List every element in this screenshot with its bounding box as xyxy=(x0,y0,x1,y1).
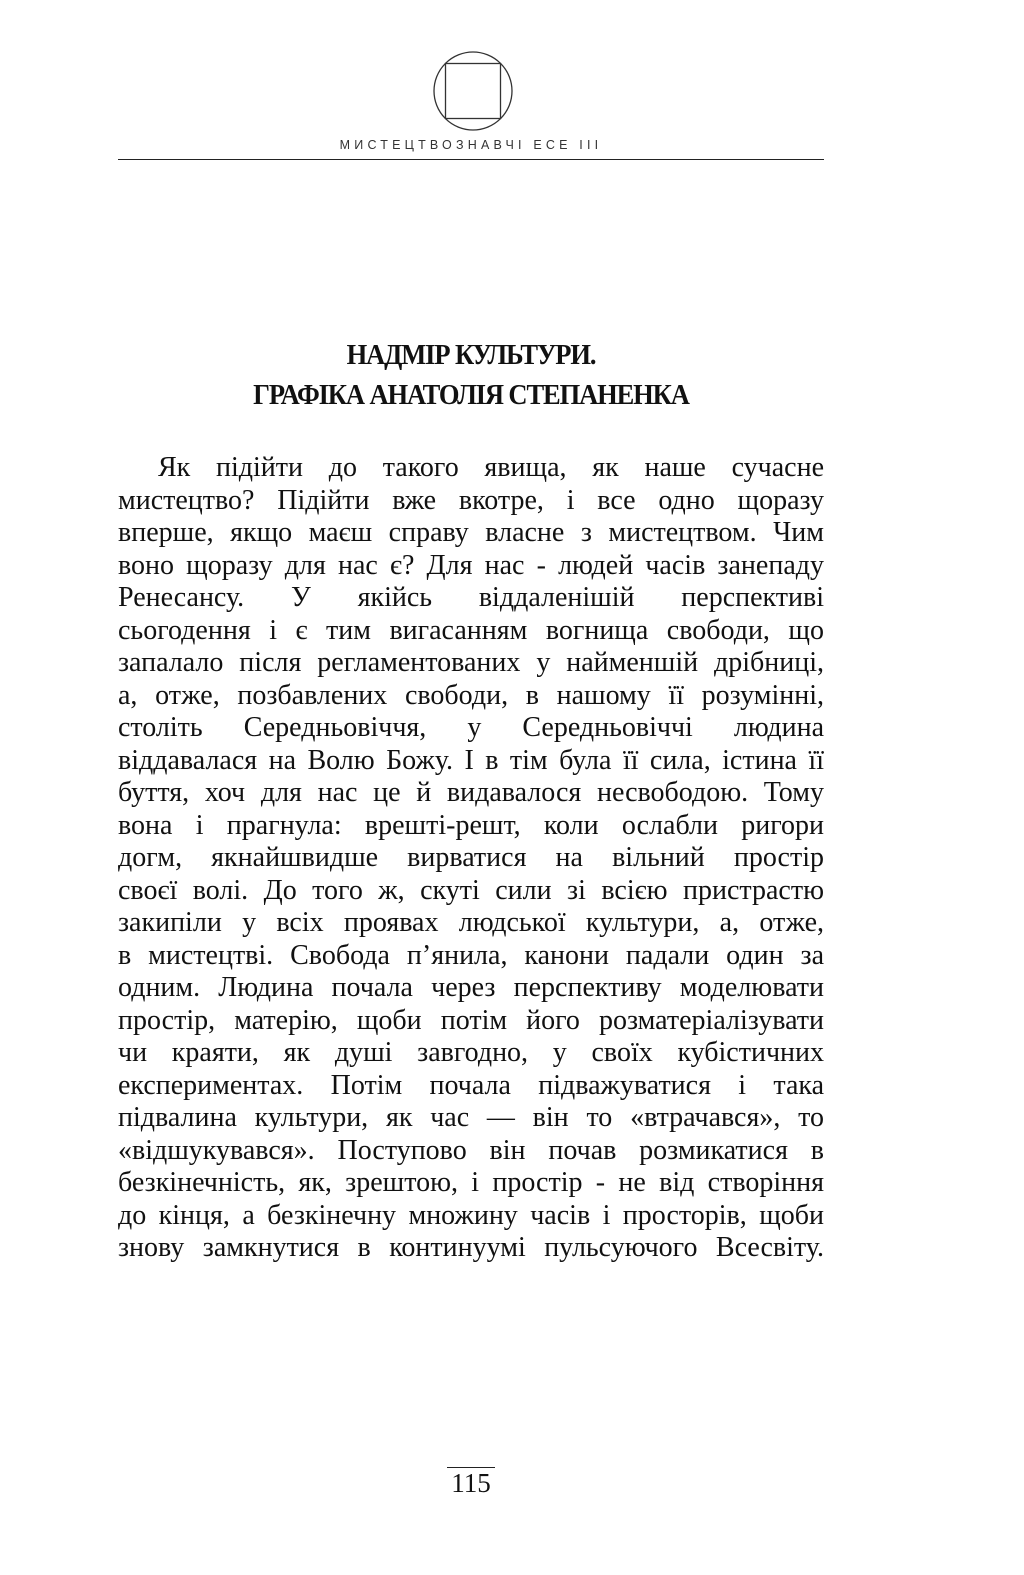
text-line: мистецтво? Підійти вже вкотре, і все одно щоразу xyxy=(118,484,824,516)
text-line: до кінця, а безкінечну множину часів і просторів, щоби xyxy=(118,1199,824,1231)
chapter-title-line-2: ГРАФІКА АНАТОЛІЯ СТЕПАНЕНКА xyxy=(253,380,689,411)
text-line: століть Середньовіччя, у Середньовіччі людина xyxy=(118,712,824,743)
text-line: знову замкнутися в континуумі пульсуючого Всесвіту. xyxy=(118,1232,824,1263)
text-line: Ренесансу. У якійсь віддаленішій перспективі xyxy=(118,582,824,613)
text-line: сьогодення і є тим вигасанням вогнища свободи, що xyxy=(118,614,824,646)
running-head: МИСТЕЦТВОЗНАВЧІ ЕСЕ ІІІ xyxy=(339,138,603,152)
header-divider xyxy=(118,159,824,160)
chapter-title xyxy=(143,336,800,416)
text-line: буття, хоч для нас це й видавалося несвободою. Тому xyxy=(118,777,824,808)
text-line: вперше, якщо маєш справу власне з мистецтвом. Чим xyxy=(118,517,824,548)
text-line: вона і прагнула: врешті-решт, коли ослабли ригори xyxy=(118,809,824,841)
text-line: експериментах. Потім почала підважуватися і така xyxy=(118,1069,824,1101)
text-line: воно щоразу для нас є? Для нас - людей часів занепаду xyxy=(118,549,824,581)
chapter-title-line-1: НАДМІР КУЛЬТУРИ. xyxy=(346,340,596,371)
text-line: безкінечність, як, зрештою, і простір - не від створіння xyxy=(118,1167,824,1198)
page-number xyxy=(118,1467,824,1499)
text-line: віддавалася на Волю Божу. І в тім була її сила, істина її xyxy=(118,744,824,776)
text-line: підвалина культури, як час — він то «втрачався», то xyxy=(118,1102,824,1133)
text-line: в мистецтві. Свобода п’янила, канони падали один за xyxy=(118,939,824,971)
body-paragraph xyxy=(118,452,824,1265)
text-line: а, отже, позбавлених свободи, в нашому її розумінні, xyxy=(118,679,824,711)
text-line: догм, якнайшвидше вирватися на вільний простір xyxy=(118,842,824,873)
text-line: своєї волі. До того ж, скуті сили зі всією пристрастю xyxy=(118,874,824,906)
text-line: закипіли у всіх проявах людської культури, а, отже, xyxy=(118,907,824,938)
text-line: Як підійти до такого явища, як наше сучасне xyxy=(158,452,824,483)
text-line: «відшукувався». Поступово він почав розмикатися в xyxy=(118,1134,824,1166)
circle-square-emblem-icon xyxy=(432,50,514,132)
text-line: чи краяти, як душі завгодно, у своїх кубістичних xyxy=(118,1037,824,1068)
text-line: одним. Людина почала через перспективу моделювати xyxy=(118,972,824,1003)
text-line: запалало після регламентованих у найменшій дрібниці, xyxy=(118,647,824,678)
page-number-label: 115 xyxy=(447,1467,495,1498)
text-line: простір, матерію, щоби потім його розматеріалізувати xyxy=(118,1004,824,1036)
